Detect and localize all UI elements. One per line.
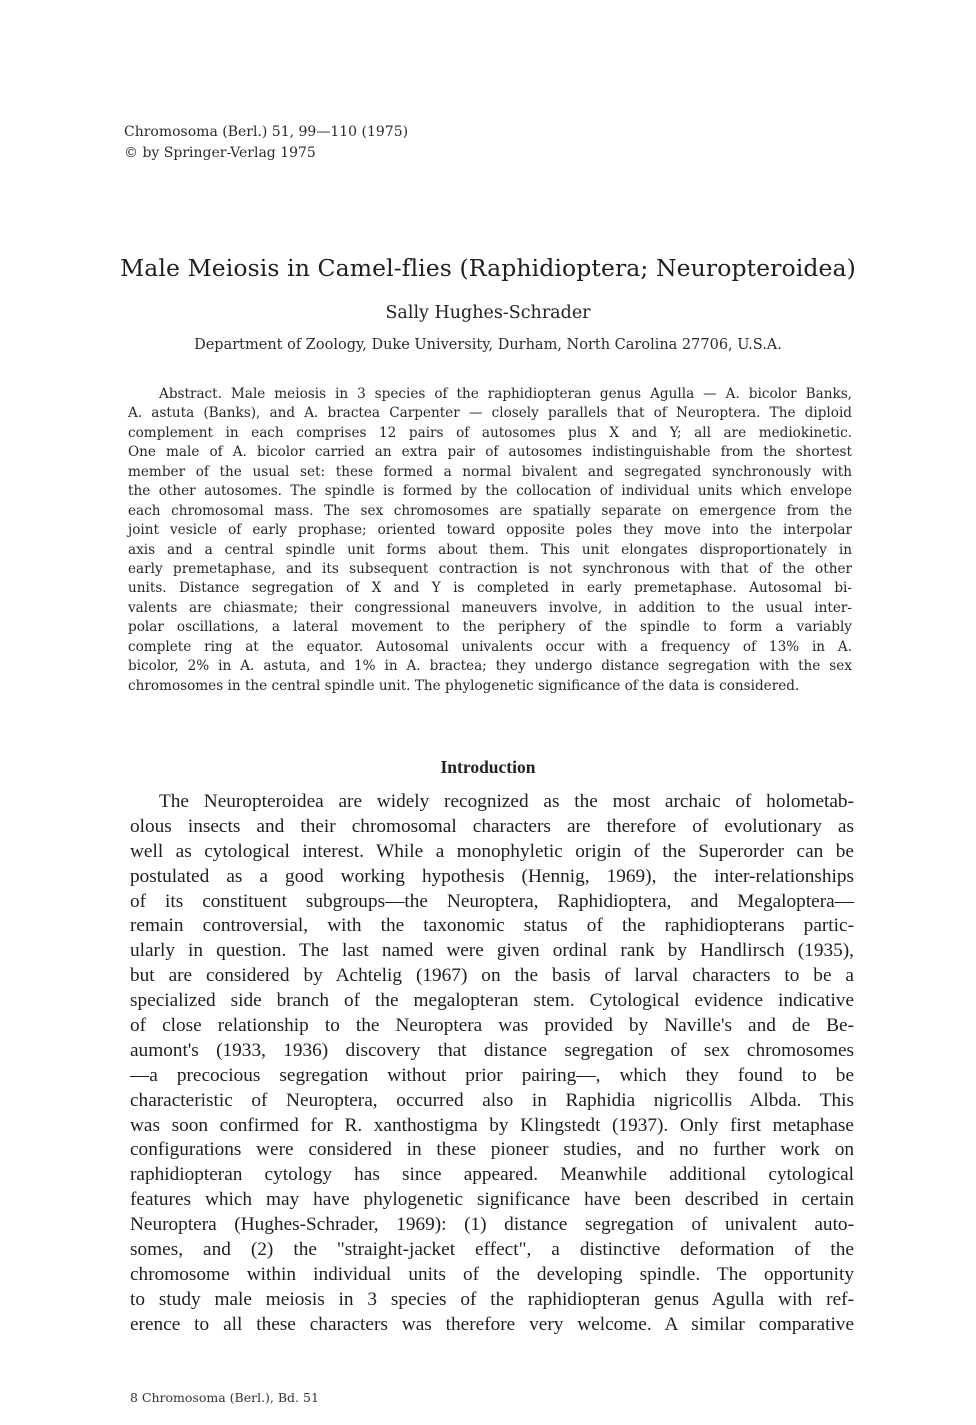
abstract-line: units. Distance segregation of X and Y is completed in early premetaphase. Autosomal bi- xyxy=(128,580,852,597)
journal-copyright: © by Springer-Verlag 1975 xyxy=(124,145,316,161)
body-line: erence to all these characters was therefore very welcome. A similar comparative xyxy=(130,1313,854,1335)
body-line: but are considered by Achtelig (1967) on the basis of larval characters to be a xyxy=(130,965,854,987)
abstract-line: A. astuta (Banks), and A. bractea Carpenter — closely parallels that of Neuroptera. The diploid xyxy=(128,405,852,422)
paper-title: Male Meiosis in Camel-flies (Raphidioptera; Neuropteroidea) xyxy=(120,254,856,282)
abstract-line: Abstract. Male meiosis in 3 species of the raphidiopteran genus Agulla — A. bicolor Banks, xyxy=(159,386,852,402)
abstract-line: early premetaphase, and its subsequent contraction is not synchronous with that of the other xyxy=(128,560,852,577)
abstract-line: chromosomes in the central spindle unit. The phylogenetic significance of the data is considered. xyxy=(128,677,800,694)
body-line: raphidiopteran cytology has since appeared. Meanwhile additional cytological xyxy=(130,1164,854,1186)
introduction-body xyxy=(130,790,854,1338)
paper-author: Sally Hughes-Schrader xyxy=(385,303,591,323)
body-line: The Neuropteroidea are widely recognized as the most archaic of holometab- xyxy=(159,791,854,812)
body-line: to study male meiosis in 3 species of the raphidiopteran genus Agulla with ref- xyxy=(130,1288,854,1310)
body-line: —a precocious segregation without prior pairing—, which they found to be xyxy=(130,1064,854,1086)
abstract-line: the other autosomes. The spindle is formed by the collocation of individual units which envelope xyxy=(128,483,852,500)
body-line: ularly in question. The last named were given ordinal rank by Handlirsch (1935), xyxy=(130,940,854,962)
body-line: features which may have phylogenetic significance have been described in certain xyxy=(130,1189,854,1211)
abstract-line: One male of A. bicolor carried an extra pair of autosomes indistinguishable from the shortest xyxy=(128,444,852,461)
abstract xyxy=(128,385,852,696)
abstract-line: valents are chiasmate; their congressional maneuvers involve, in addition to the usual inter- xyxy=(128,599,852,616)
body-line: Neuroptera (Hughes-Schrader, 1969): (1) distance segregation of univalent auto- xyxy=(130,1214,854,1236)
body-line: well as cytological interest. While a monophyletic origin of the Superorder can be xyxy=(130,840,854,862)
body-line: remain controversial, with the taxonomic status of the raphidiopterans partic- xyxy=(130,915,854,937)
body-line: configurations were considered in these pioneer studies, and no further work on xyxy=(130,1139,854,1161)
abstract-line: polar oscillations, a lateral movement to the periphery of the spindle to form a variably xyxy=(128,619,852,636)
body-line: of close relationship to the Neuroptera was provided by Naville's and de Be- xyxy=(130,1015,854,1037)
abstract-line: joint vesicle of early prophase; oriented toward opposite poles they move into the interpolar xyxy=(128,522,852,539)
body-line: characteristic of Neuroptera, occurred also in Raphidia nigricollis Albda. This xyxy=(130,1089,854,1111)
section-heading-introduction: Introduction xyxy=(440,757,536,777)
body-line: specialized side branch of the megalopteran stem. Cytological evidence indicative xyxy=(130,990,854,1012)
journal-citation: Chromosoma (Berl.) 51, 99—110 (1975) xyxy=(124,124,409,140)
abstract-line: bicolor, 2% in A. astuta, and 1% in A. bractea; they undergo distance segregation with the sex xyxy=(128,658,852,675)
abstract-line: member of the usual set: these formed a normal bivalent and segregated synchronously with xyxy=(128,463,852,480)
author-affiliation: Department of Zoology, Duke University, Durham, North Carolina 27706, U.S.A. xyxy=(194,337,782,353)
body-line: olous insects and their chromosomal characters are therefore of evolutionary as xyxy=(130,815,854,837)
abstract-line: axis and a central spindle unit forms about them. This unit elongates disproportionately in xyxy=(128,541,852,558)
page-footer: 8 Chromosoma (Berl.), Bd. 51 xyxy=(130,1390,319,1405)
journal-header xyxy=(124,122,408,164)
body-line: aumont's (1933, 1936) discovery that distance segregation of sex chromosomes xyxy=(130,1039,854,1061)
body-line: somes, and (2) the "straight-jacket effect", a distinctive deformation of the xyxy=(130,1239,854,1261)
abstract-line: complement in each comprises 12 pairs of autosomes plus X and Y; all are mediokinetic. xyxy=(128,424,852,441)
body-line: was soon confirmed for R. xanthostigma by Klingstedt (1937). Only first metaphase xyxy=(130,1114,854,1136)
body-line: postulated as a good working hypothesis (Hennig, 1969), the inter-relationships xyxy=(130,865,854,887)
body-line: chromosome within individual units of the developing spindle. The opportunity xyxy=(130,1263,854,1285)
body-line: of its constituent subgroups—the Neuroptera, Raphidioptera, and Megaloptera— xyxy=(130,890,854,912)
abstract-line: complete ring at the equator. Autosomal univalents occur with a frequency of 13% in A. xyxy=(128,638,852,655)
abstract-line: each chromosomal mass. The sex chromosomes are spatially separate on emergence from the xyxy=(128,502,852,519)
